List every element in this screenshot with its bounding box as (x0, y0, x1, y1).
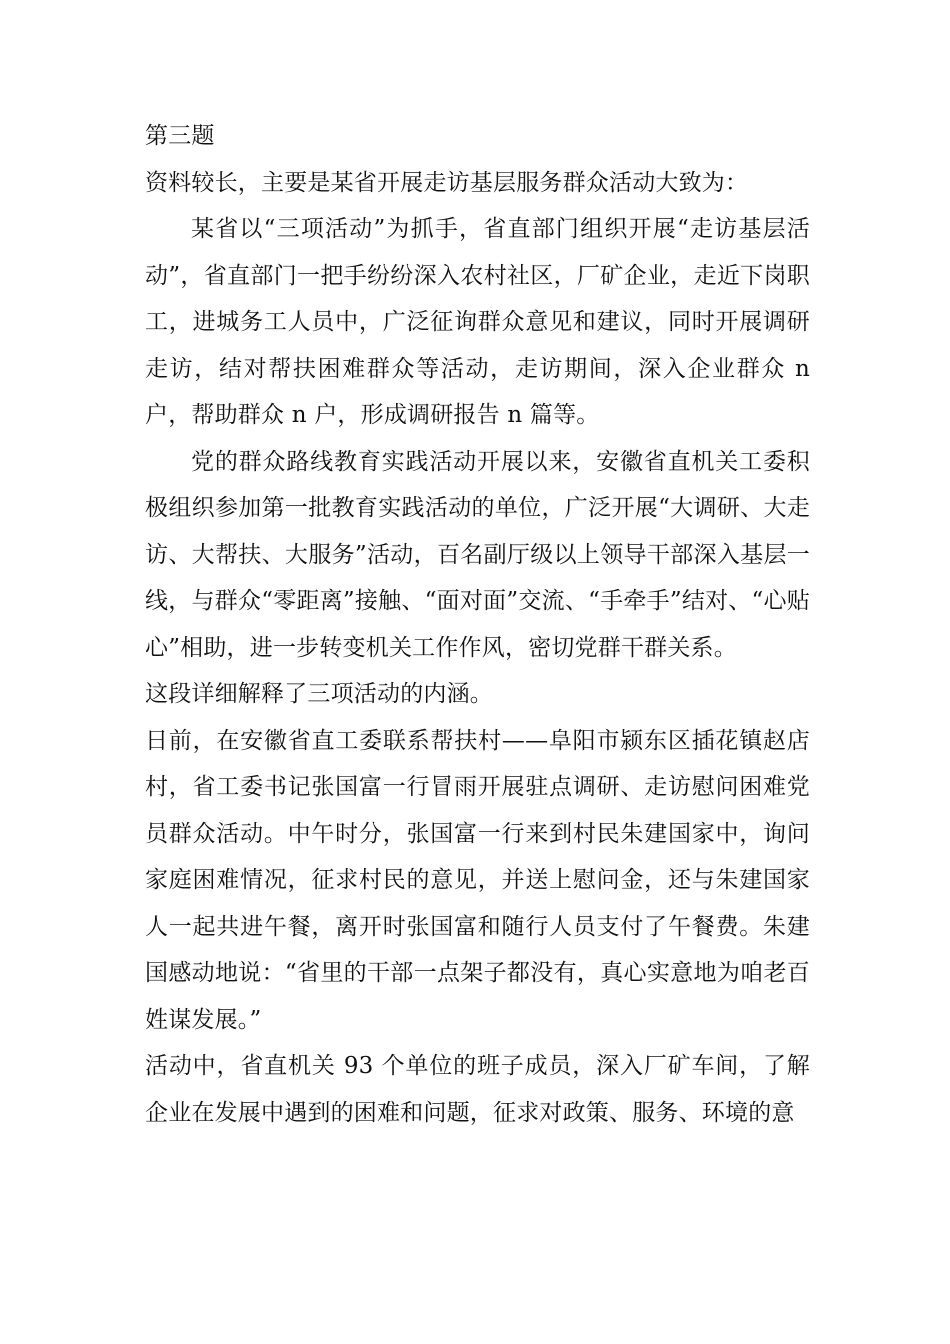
document-body (145, 113, 810, 1136)
paragraph-explanation: 这段详细解释了三项活动的内涵。 (145, 681, 493, 707)
paragraph-factory-visits: 活动中，省直机关 93 个单位的班子成员，深入厂矿车间，了解企业在发展中遇到的困难和问题，征求对政策、服务、环境的意 (145, 1053, 810, 1126)
intro-line: 资料较长，主要是某省开展走访基层服务群众活动大致为： (145, 169, 749, 196)
question-heading: 第三题 (145, 123, 215, 149)
paragraph-three-activities: 某省以“三项活动”为抓手，省直部门组织开展“走访基层活动”，省直部门一把手纷纷深入农村社区，厂矿企业，走近下岗职工，进城务工人员中，广泛征询群众意见和建议，同时开展调研走访，结对帮扶困难群众等活动，走访期间，深入企业群众 n 户，帮助群众 n 户，形成调研报告 n 篇等。 (145, 216, 810, 428)
paragraph-village-visit: 日前，在安徽省直工委联系帮扶村——阜阳市颍东区插花镇赵店村，省工委书记张国富一行冒雨开展驻点调研、走访慰问困难党员群众活动。中午时分，张国富一行来到村民朱建国家中，询问家庭困难情况，征求村民的意见，并送上慰问金，还与朱建国家人一起共进午餐，离开时张国富和随行人员支付了午餐费。朱建国感动地说：“省里的干部一点架子都没有，真心实意地为咱老百姓谋发展。” (145, 727, 810, 1033)
paragraph-anhui-work-committee: 党的群众路线教育实践活动开展以来，安徽省直机关工委积极组织参加第一批教育实践活动的单位，广泛开展“大调研、大走访、大帮扶、大服务”活动，百名副厅级以上领导干部深入基层一线，与群众“零距离”接触、“面对面”交流、“手牵手”结对、“心贴心”相助，进一步转变机关工作作风，密切党群干群关系。 (145, 448, 810, 661)
